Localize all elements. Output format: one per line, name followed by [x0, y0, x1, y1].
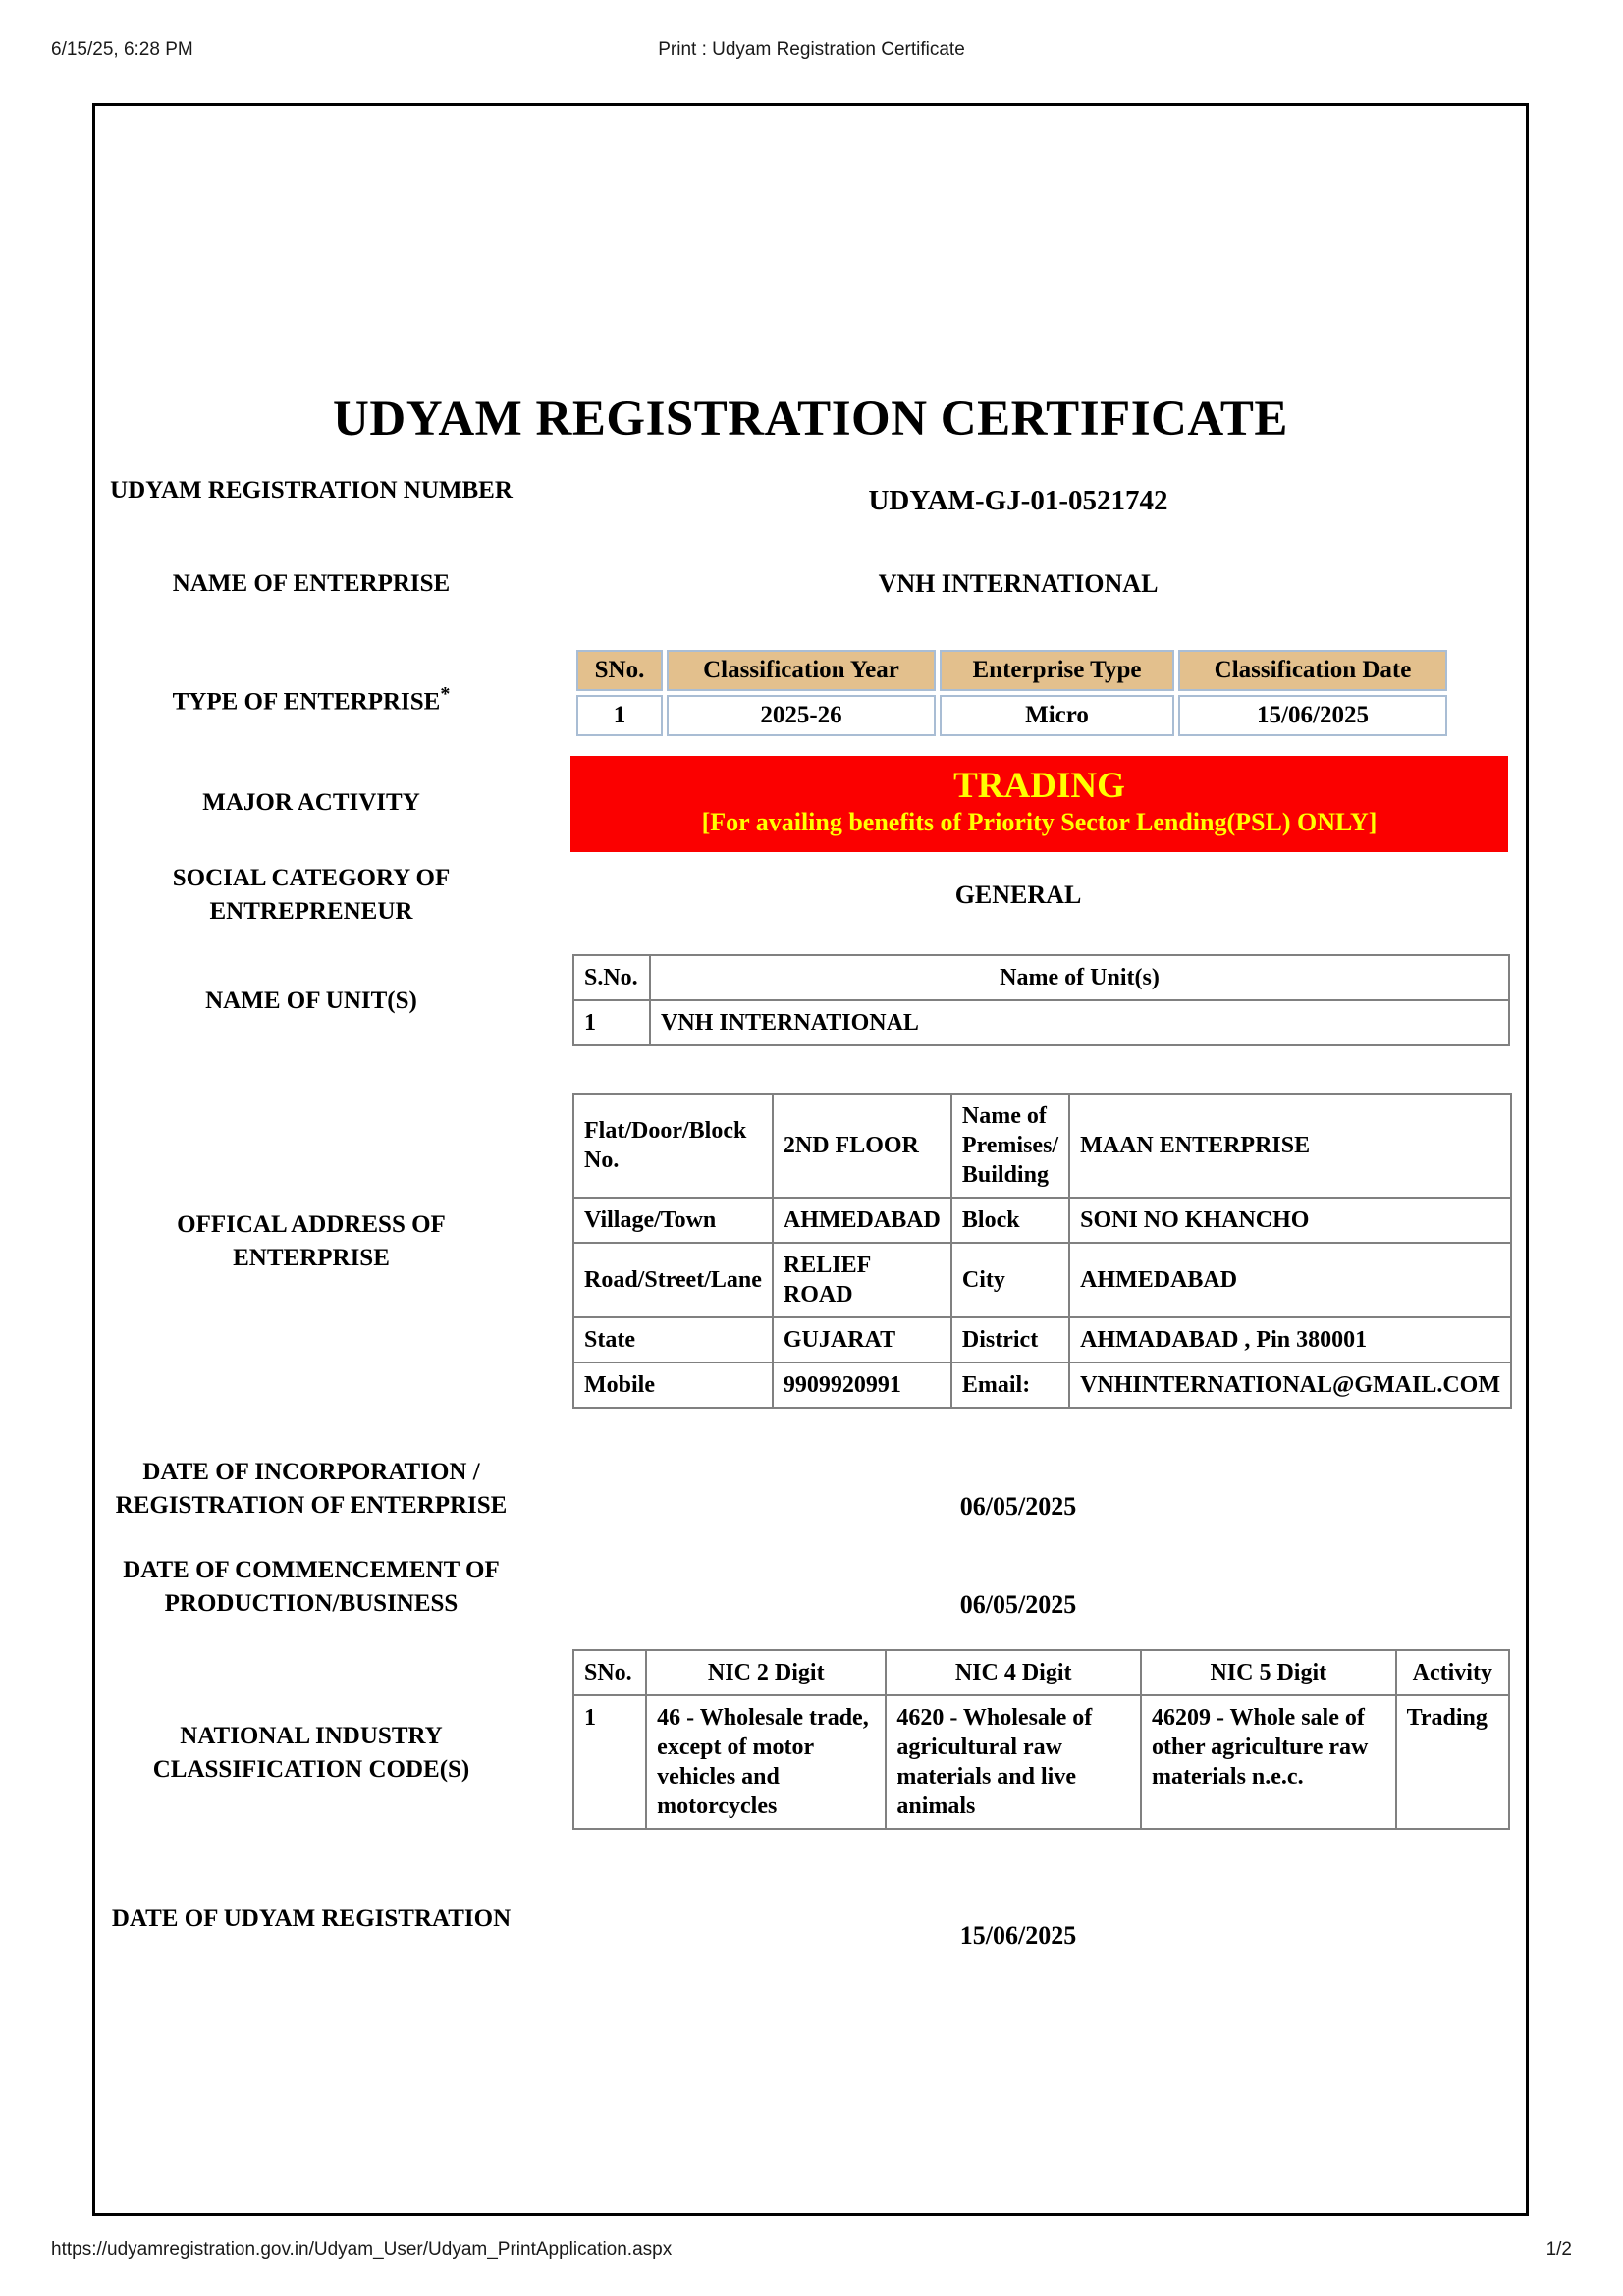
addr-key-district: District	[951, 1317, 1069, 1362]
row-nic-codes	[95, 1649, 1526, 1875]
label-date-of-udyam-registration: DATE OF UDYAM REGISTRATION	[111, 1905, 512, 1932]
label-type-of-enterprise-text: TYPE OF ENTERPRISE	[172, 688, 441, 716]
cell-classification-date: 15/06/2025	[1178, 695, 1447, 736]
label-name-of-enterprise: NAME OF ENTERPRISE	[172, 570, 451, 597]
addr-value-block: SONI NO KHANCHO	[1069, 1198, 1511, 1243]
value-name-of-enterprise: VNH INTERNATIONAL	[878, 569, 1159, 598]
addr-key-premises: Name of Premises/ Building	[951, 1094, 1069, 1198]
cell-nic-activity: Trading	[1396, 1695, 1509, 1829]
addr-value-flat: 2ND FLOOR	[773, 1094, 951, 1198]
cell-unit-sno: 1	[573, 1000, 650, 1045]
addr-key-city: City	[951, 1243, 1069, 1317]
cell-unit-name: VNH INTERNATIONAL	[650, 1000, 1509, 1045]
cell-nic-sno: 1	[573, 1695, 646, 1829]
browser-print-header	[0, 39, 1623, 63]
cell-enterprise-type: Micro	[940, 695, 1174, 736]
label-name-of-units: NAME OF UNIT(S)	[205, 988, 417, 1014]
table-row	[576, 695, 1447, 736]
cell-sno: 1	[576, 695, 663, 736]
addr-key-email: Email:	[951, 1362, 1069, 1408]
row-type-of-enterprise	[95, 636, 1526, 754]
table-row	[573, 1243, 1511, 1317]
addr-value-mobile: 9909920991	[773, 1362, 951, 1408]
col-unit-sno: S.No.	[573, 955, 650, 1000]
col-sno: SNo.	[576, 650, 663, 691]
print-document-title: Print : Udyam Registration Certificate	[658, 39, 965, 60]
table-row	[573, 1695, 1509, 1829]
table-row	[573, 1362, 1511, 1408]
addr-value-village: AHMEDABAD	[773, 1198, 951, 1243]
col-unit-name: Name of Unit(s)	[650, 955, 1509, 1000]
col-classification-year: Classification Year	[667, 650, 936, 691]
col-nic-5-digit: NIC 5 Digit	[1141, 1650, 1396, 1695]
cell-nic-4-digit: 4620 - Wholesale of agricultural raw materials and live animals	[886, 1695, 1141, 1829]
col-classification-date: Classification Date	[1178, 650, 1447, 691]
col-nic-4-digit: NIC 4 Digit	[886, 1650, 1141, 1695]
addr-value-premises: MAAN ENTERPRISE	[1069, 1094, 1511, 1198]
nic-table-header-row	[573, 1650, 1509, 1695]
label-social-category: SOCIAL CATEGORY OF ENTREPRENEUR	[172, 865, 451, 925]
label-date-of-commencement: DATE OF COMMENCEMENT OF PRODUCTION/BUSINESS	[123, 1557, 500, 1617]
classification-table	[572, 646, 1451, 740]
col-enterprise-type: Enterprise Type	[940, 650, 1174, 691]
col-nic-activity: Activity	[1396, 1650, 1509, 1695]
label-nic-codes: NATIONAL INDUSTRY CLASSIFICATION CODE(S)	[152, 1723, 470, 1783]
addr-value-road: RELIEF ROAD	[773, 1243, 951, 1317]
cell-nic-2-digit: 46 - Wholesale trade, except of motor vehicles and motorcycles	[646, 1695, 886, 1829]
col-nic-2-digit: NIC 2 Digit	[646, 1650, 886, 1695]
label-asterisk: *	[440, 683, 451, 705]
certificate-page	[92, 103, 1529, 2216]
page-title: UDYAM REGISTRATION CERTIFICATE	[333, 392, 1288, 447]
label-official-address: OFFICAL ADDRESS OF ENTERPRISE	[177, 1211, 446, 1271]
footer-source-url: https://udyamregistration.gov.in/Udyam_User/Udyam_PrintApplication.aspx	[51, 2239, 673, 2260]
footer-page-number: 1/2	[1545, 2239, 1572, 2260]
cell-classification-year: 2025-26	[667, 695, 936, 736]
addr-value-district: AHMADABAD , Pin 380001	[1069, 1317, 1511, 1362]
units-table	[572, 954, 1510, 1046]
certificate-content	[95, 106, 1526, 2213]
table-row	[573, 1198, 1511, 1243]
addr-value-email: VNHINTERNATIONAL@GMAIL.COM	[1069, 1362, 1511, 1408]
major-activity-banner	[570, 756, 1508, 852]
browser-print-footer	[0, 2239, 1623, 2263]
units-table-header-row	[573, 955, 1509, 1000]
addr-key-block: Block	[951, 1198, 1069, 1243]
addr-key-flat: Flat/Door/Block No.	[573, 1094, 773, 1198]
value-registration-number: UDYAM-GJ-01-0521742	[868, 485, 1168, 516]
table-row	[573, 1317, 1511, 1362]
label-registration-number: UDYAM REGISTRATION NUMBER	[110, 477, 513, 504]
value-date-of-incorporation: 06/05/2025	[959, 1492, 1077, 1521]
print-timestamp: 6/15/25, 6:28 PM	[51, 39, 193, 60]
addr-key-state: State	[573, 1317, 773, 1362]
row-official-address	[95, 1093, 1526, 1397]
classification-table-header-row	[576, 650, 1447, 691]
address-table	[572, 1093, 1512, 1409]
major-activity-value: TRADING	[953, 766, 1125, 806]
addr-key-village: Village/Town	[573, 1198, 773, 1243]
value-date-of-udyam-registration: 15/06/2025	[959, 1921, 1077, 1949]
addr-value-state: GUJARAT	[773, 1317, 951, 1362]
major-activity-note: [For availing benefits of Priority Sector Lending(PSL) ONLY]	[701, 808, 1378, 836]
nic-table	[572, 1649, 1510, 1830]
value-social-category: GENERAL	[954, 881, 1082, 909]
table-row	[573, 1000, 1509, 1045]
value-date-of-commencement: 06/05/2025	[959, 1590, 1077, 1619]
row-name-of-units	[95, 950, 1526, 1058]
table-row	[573, 1094, 1511, 1198]
label-type-of-enterprise	[105, 677, 517, 719]
row-major-activity	[95, 749, 1526, 857]
label-date-of-incorporation: DATE OF INCORPORATION / REGISTRATION OF ENTERPRISE	[115, 1459, 508, 1519]
label-major-activity: MAJOR ACTIVITY	[202, 789, 420, 816]
addr-key-mobile: Mobile	[573, 1362, 773, 1408]
addr-key-road: Road/Street/Lane	[573, 1243, 773, 1317]
col-nic-sno: SNo.	[573, 1650, 646, 1695]
cell-nic-5-digit: 46209 - Whole sale of other agriculture raw materials n.e.c.	[1141, 1695, 1396, 1829]
addr-value-city: AHMEDABAD	[1069, 1243, 1511, 1317]
